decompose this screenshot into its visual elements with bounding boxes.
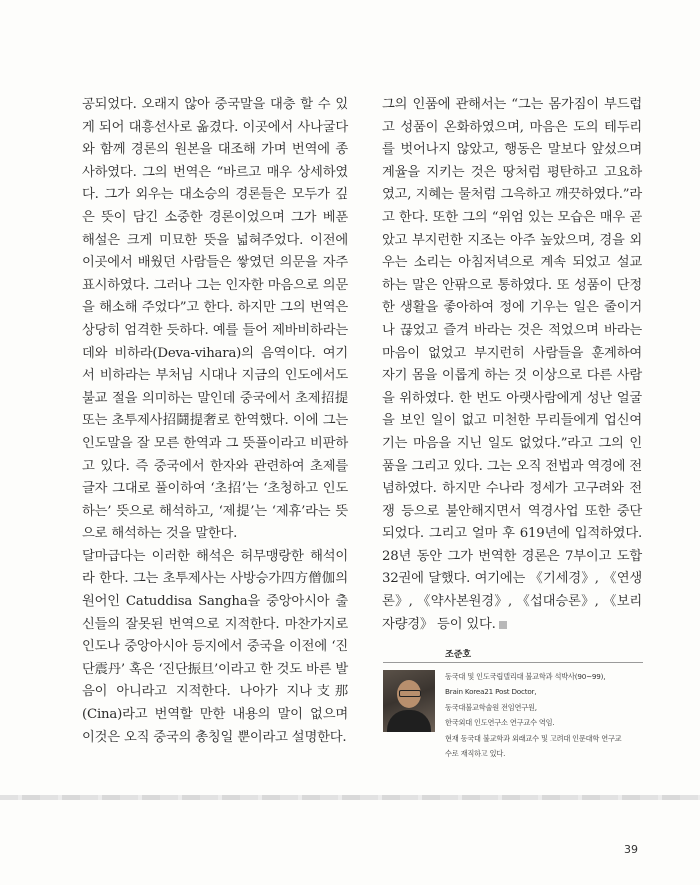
article-paragraph: 공되었다. 오래지 않아 중국말을 대충 할 수 있게 되어 대흥선사로 옮겼다. 이곳에서 사나굴다와 함께 경론의 원본을 대조해 가며 번역에 종사하였다. 그의 번역은 “바르고 매우 상세하였다. 그가 외우는 대소승의 경론들은 모두가 깊은 뜻이 담긴 소중한 경론이었으며 그가 베푼 해설은 크게 미묘한 뜻을 넓혀주었다. 이전에 이곳에서 배웠던 사람들은 쌓였던 의문을 자주 표시하였다. 그러나 그는 인자한 마음으로 의문을 해소해 주었다”고 한다. 하지만 그의 번역은 상당히 엄격한 듯하다. 예를 들어 제바비하라는 데와 비하라(Deva-vihara)의 음역이다. 여기서 비하라는 부처님 시대나 지금의 인도에서도 불교 절을 의미하는 말인데 중국에서 초제招提 또는 초투제사招鬪提奢로 한역했다. 이에 그는 인도말을 잘 모른 한역과 그 뜻풀이라고 비판하고 있다. 즉 중국에서 한자와 관련하여 초제를 글자 그대로 풀이하여 ‘초招’는 ‘초청하고 인도하는’ 뜻으로 해석하고, ‘제提’는 ‘제휴’라는 뜻으로 해석하는 것을 말한다. bbox=[82, 97, 348, 542]
end-of-article-mark bbox=[499, 621, 507, 629]
author-bio-line: 한국외대 인도연구소 연구교수 역임. bbox=[445, 718, 555, 728]
author-bio-line: 현재 동국대 불교학과 외래교수 및 고려대 인문대학 연구교 bbox=[445, 733, 622, 743]
article-paragraph: 달마급다는 이러한 해석은 허무맹랑한 해석이라 한다. 그는 초투제사는 사방승가四方僧伽의 원어인 Catuddisa Sangha을 중앙아시아 출신들의 잘못된 번역으로 지적한다. 마찬가지로 인도나 중앙아시아 등지에서 중국을 이전에 ‘진단震丹’ 혹은 ‘진단振旦’이라고 한 것도 바른 발음이 아니라고 지적한다. 나아가 지나支那(Cina)라고 번역할 만한 내용의 말이 없으며 이것은 오직 중국의 총칭일 뿐이라고 설명한다. bbox=[82, 548, 348, 745]
author-bio-line: 동국대불교학술원 전임연구원, bbox=[445, 702, 537, 712]
author-photo-body bbox=[387, 710, 431, 732]
author-divider bbox=[383, 662, 643, 663]
page-number: 39 bbox=[624, 843, 638, 856]
author-bio bbox=[445, 669, 655, 761]
author-photo-glasses bbox=[399, 690, 421, 697]
author-bio-line: 동국대 및 인도국립델리대 불교학과 석박사(90~99), bbox=[445, 672, 606, 681]
article-paragraph-text: 그의 인품에 관해서는 “그는 몸가짐이 부드럽고 성품이 온화하였으며, 마음은 도의 테두리를 벗어나지 않았고, 행동은 말보다 앞섰으며 계율을 지키는 것은 땅처럼 평탄하고 고요하였고, 지혜는 물처럼 그윽하고 깨끗하였다.”라고 한다. 또한 그의 “위엄 있는 모습은 매우 곧았고 부지런한 지조는 아주 높았으며, 경을 외우는 소리는 아침저녁으로 계속 되었고 설교하는 말은 안팎으로 통하였다. 또 성품이 단정한 생활을 좋아하여 정에 기우는 일은 줄이거나 끊었고 즐겨 바라는 것은 적었으며 바라는 마음이 없었고 부지런히 사람들을 훈계하여 자기 몸을 이롭게 하는 것 이상으로 다른 사람을 위하였다. 한 번도 아랫사람에게 성난 얼굴을 보인 일이 없고 미천한 무리들에게 업신여기는 마음을 지닌 일도 없었다.”라고 그의 인품을 그리고 있다. 그는 오직 전법과 역경에 전념하였다. 하지만 수나라 정세가 고구려와 전쟁 등으로 불안해지면서 역경사업 또한 중단되었다. 그리고 얼마 후 619년에 입적하였다. 28년 동안 그가 번역한 경론은 7부이고 도합 32권에 달했다. 여기에는 《기세경》, 《연생론》, 《약사본원경》, 《섭대승론》, 《보리자량경》 등이 있다. bbox=[382, 97, 642, 632]
author-bio-line: 수로 재직하고 있다. bbox=[445, 749, 506, 759]
article-right-column bbox=[382, 94, 642, 636]
author-photo bbox=[383, 670, 435, 732]
page-bottom-divider bbox=[0, 795, 700, 800]
author-name: 조준호 bbox=[445, 650, 472, 660]
article-paragraph bbox=[382, 94, 642, 636]
article-left-column bbox=[82, 94, 348, 749]
author-bio-line: Brain Korea21 Post Doctor, bbox=[445, 687, 537, 697]
